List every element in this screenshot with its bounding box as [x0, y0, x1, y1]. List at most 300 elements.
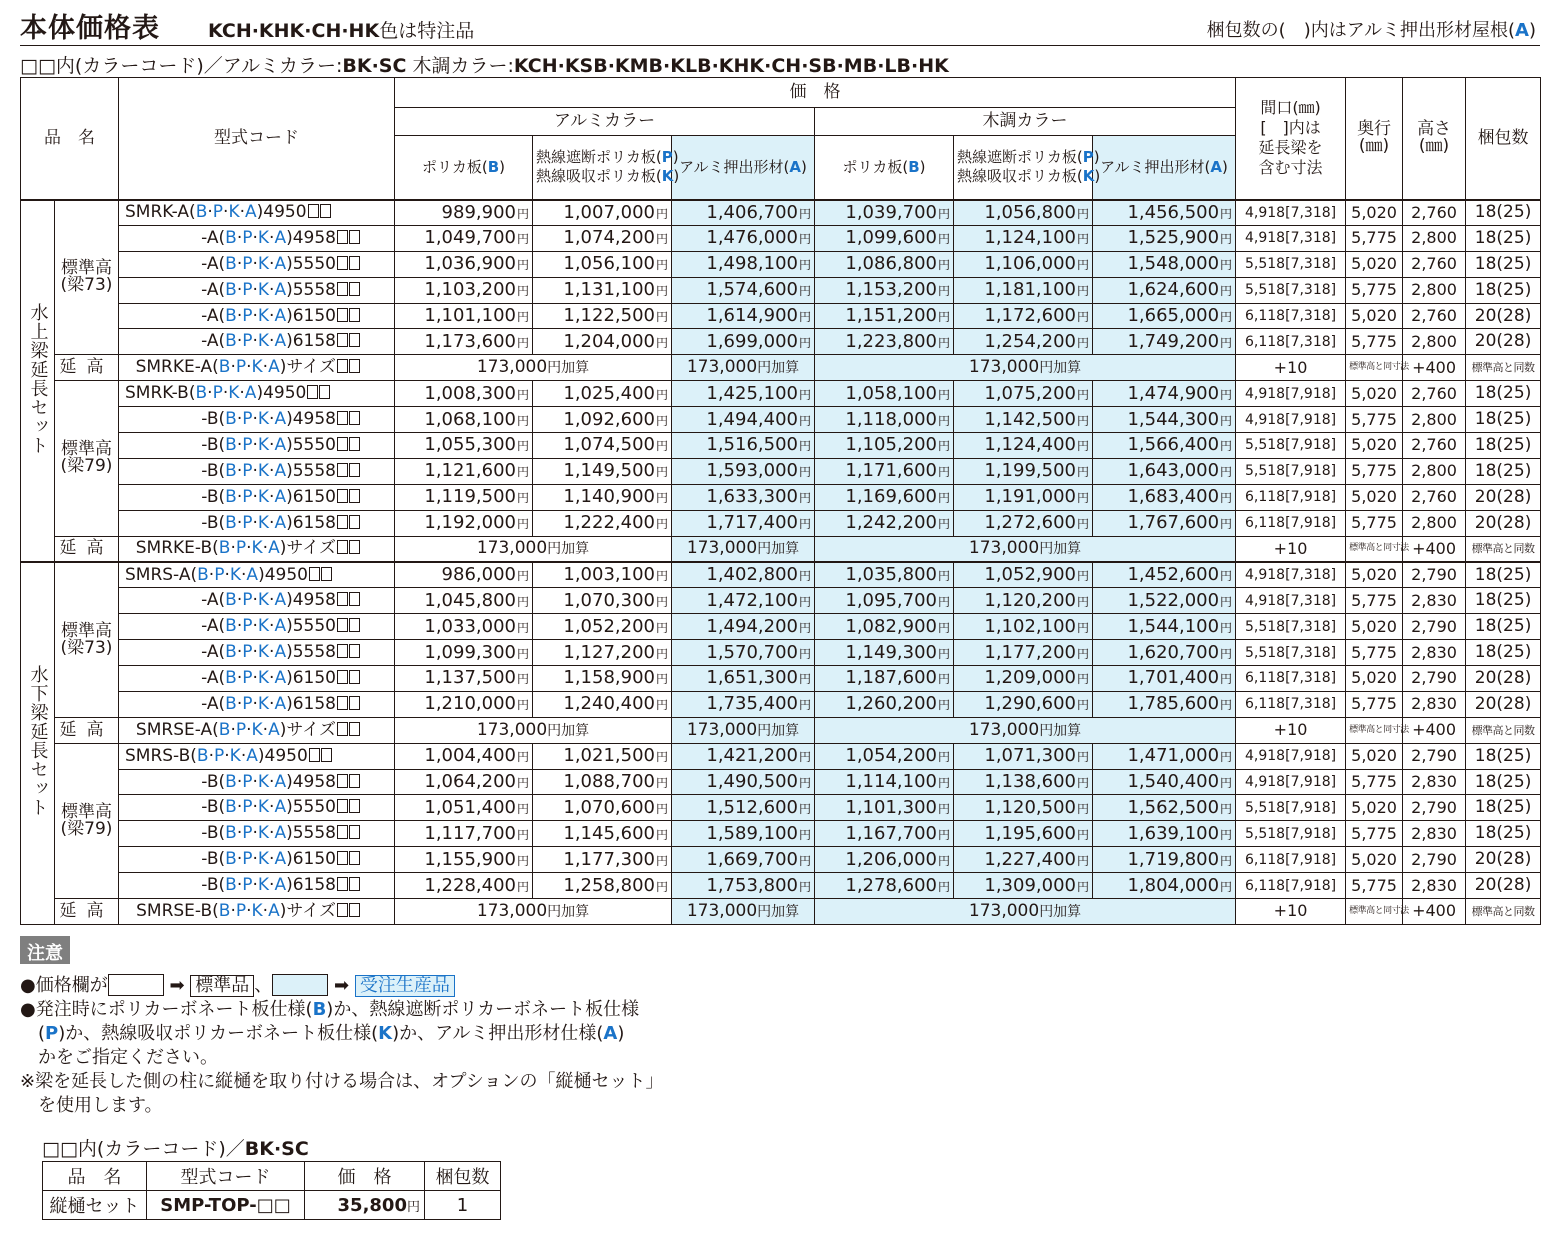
price-cell: 1,456,500円 [1093, 200, 1236, 226]
extension-depth: 標準高と同寸法 [1346, 717, 1403, 743]
price-cell: 1,106,000円 [954, 251, 1093, 277]
price-cell: 1,145,600円 [533, 821, 672, 847]
price-cell: 1,004,400円 [395, 743, 533, 769]
table-row [21, 873, 1541, 899]
price-cell: 1,643,000円 [1093, 458, 1236, 484]
opt-code: SMP-TOP-□□ [147, 1191, 305, 1220]
price-cell: 1,158,900円 [533, 666, 672, 692]
extension-price-alu-ex: 173,000円加算 [672, 355, 815, 381]
width-cell: 6,118[7,918] [1236, 847, 1346, 873]
model-code: -A(B·P·K·A)4958 [119, 588, 395, 614]
depth-cell: 5,020 [1346, 666, 1403, 692]
table-row [21, 769, 1541, 795]
model-code: -B(B·P·K·A)6150 [119, 847, 395, 873]
table-row [21, 821, 1541, 847]
price-cell: 1,021,500円 [533, 743, 672, 769]
price-cell: 1,570,700円 [672, 640, 815, 666]
price-cell: 1,082,900円 [815, 614, 954, 640]
model-code: -A(B·P·K·A)6150 [119, 666, 395, 692]
price-cell: 1,122,500円 [533, 303, 672, 329]
height-cell: 2,800 [1403, 329, 1466, 355]
price-cell: 1,099,300円 [395, 640, 533, 666]
width-cell: 6,118[7,318] [1236, 666, 1346, 692]
price-cell: 1,055,300円 [395, 433, 533, 459]
table-row [21, 251, 1541, 277]
opt-header-code: 型式コード [147, 1162, 305, 1191]
depth-cell: 5,775 [1346, 407, 1403, 433]
width-cell: 4,918[7,918] [1236, 743, 1346, 769]
extension-packing: 標準高と同数 [1466, 355, 1541, 381]
extension-price-alu: 173,000円加算 [395, 717, 672, 743]
price-cell: 1,425,100円 [672, 381, 815, 407]
extension-depth: 標準高と同寸法 [1346, 536, 1403, 562]
price-cell: 1,278,600円 [815, 873, 954, 899]
price-cell: 1,099,600円 [815, 225, 954, 251]
height-cell: 2,830 [1403, 821, 1466, 847]
packing-cell: 18(25) [1466, 769, 1541, 795]
subgroup-label: 標準高 (梁79) [55, 743, 119, 898]
title-note: KCH·KHK·CH·HK色は特注品 [208, 20, 475, 42]
price-cell: 1,421,200円 [672, 743, 815, 769]
height-cell: 2,830 [1403, 769, 1466, 795]
price-cell: 1,258,800円 [533, 873, 672, 899]
price-cell: 1,105,200円 [815, 433, 954, 459]
price-cell: 1,056,800円 [954, 200, 1093, 226]
width-cell: 5,518[7,318] [1236, 277, 1346, 303]
packing-cell: 20(28) [1466, 666, 1541, 692]
price-cell: 1,699,000円 [672, 329, 815, 355]
price-cell: 1,153,200円 [815, 277, 954, 303]
price-cell: 1,490,500円 [672, 769, 815, 795]
height-cell: 2,800 [1403, 407, 1466, 433]
price-cell: 1,025,400円 [533, 381, 672, 407]
price-cell: 1,540,400円 [1093, 769, 1236, 795]
model-code: -B(B·P·K·A)4958 [119, 407, 395, 433]
opt-price: 35,800円 [305, 1191, 425, 1220]
model-code: -B(B·P·K·A)5550 [119, 433, 395, 459]
packing-cell: 18(25) [1466, 407, 1541, 433]
extension-price-alu-ex: 173,000円加算 [672, 536, 815, 562]
price-cell: 1,476,000円 [672, 225, 815, 251]
price-cell: 1,074,200円 [533, 225, 672, 251]
model-code: -B(B·P·K·A)6158 [119, 873, 395, 899]
price-cell: 1,092,600円 [533, 407, 672, 433]
price-cell: 1,124,100円 [954, 225, 1093, 251]
packing-cell: 18(25) [1466, 458, 1541, 484]
price-cell: 1,272,600円 [954, 510, 1093, 536]
table-row [21, 847, 1541, 873]
price-cell: 1,177,300円 [533, 847, 672, 873]
price-cell: 1,562,500円 [1093, 795, 1236, 821]
note-spec: ●発注時にポリカーボネート板仕様(B)か、熱線遮断ポリカーボネート板仕様 (P)か、熱線吸収ポリカーボネート板仕様(K)か、アルミ押出形材仕様(A) かをご指定ください。 [20, 999, 640, 1068]
price-cell: 1,290,600円 [954, 691, 1093, 717]
price-cell: 1,516,500円 [672, 433, 815, 459]
price-cell: 1,120,500円 [954, 795, 1093, 821]
width-cell: 5,518[7,918] [1236, 821, 1346, 847]
page-title: 本体価格表 [20, 13, 160, 44]
price-cell: 1,117,700円 [395, 821, 533, 847]
category-label: 水上梁延長セット [21, 200, 55, 562]
packing-cell: 18(25) [1466, 640, 1541, 666]
note-gutter: ※梁を延長した側の柱に縦樋を取り付ける場合は、オプションの「縦樋セット」 を使用します。 [20, 1071, 664, 1116]
packing-cell: 18(25) [1466, 562, 1541, 588]
extension-label: 延高 [55, 536, 119, 562]
price-cell: 1,309,000円 [954, 873, 1093, 899]
price-cell: 1,474,900円 [1093, 381, 1236, 407]
packing-cell: 18(25) [1466, 277, 1541, 303]
depth-cell: 5,775 [1346, 277, 1403, 303]
model-code: -A(B·P·K·A)5558 [119, 640, 395, 666]
price-cell: 1,701,400円 [1093, 666, 1236, 692]
depth-cell: 5,775 [1346, 873, 1403, 899]
depth-cell: 5,020 [1346, 743, 1403, 769]
price-cell: 1,669,700円 [672, 847, 815, 873]
packing-cell: 20(28) [1466, 691, 1541, 717]
price-cell: 1,140,900円 [533, 484, 672, 510]
legend-order-swatch [272, 974, 328, 996]
price-cell: 1,101,100円 [395, 303, 533, 329]
width-cell: 5,518[7,918] [1236, 433, 1346, 459]
packing-cell: 20(28) [1466, 329, 1541, 355]
price-cell: 1,070,600円 [533, 795, 672, 821]
width-cell: 4,918[7,318] [1236, 225, 1346, 251]
header-takasa: 高さ (㎜) [1403, 78, 1466, 200]
model-code: -A(B·P·K·A)5550 [119, 614, 395, 640]
extension-height: +400 [1403, 899, 1466, 925]
model-code: -B(B·P·K·A)5558 [119, 458, 395, 484]
depth-cell: 5,775 [1346, 510, 1403, 536]
extension-row [21, 899, 1541, 925]
table-row [21, 381, 1541, 407]
height-cell: 2,790 [1403, 795, 1466, 821]
price-cell: 1,131,100円 [533, 277, 672, 303]
header-wood-color: 木調カラー [815, 108, 1236, 136]
price-cell: 1,138,600円 [954, 769, 1093, 795]
price-cell: 1,052,200円 [533, 614, 672, 640]
packing-cell: 18(25) [1466, 743, 1541, 769]
extension-price-alu: 173,000円加算 [395, 536, 672, 562]
depth-cell: 5,775 [1346, 691, 1403, 717]
height-cell: 2,760 [1403, 484, 1466, 510]
model-code: SMRKE-A(B·P·K·A)サイズ [119, 355, 395, 381]
price-cell: 1,209,000円 [954, 666, 1093, 692]
depth-cell: 5,020 [1346, 381, 1403, 407]
table-row [21, 303, 1541, 329]
model-code: SMRS-B(B·P·K·A)4950 [119, 743, 395, 769]
price-cell: 1,471,000円 [1093, 743, 1236, 769]
price-cell: 1,155,900円 [395, 847, 533, 873]
price-cell: 1,167,700円 [815, 821, 954, 847]
price-cell: 1,717,400円 [672, 510, 815, 536]
table-row [21, 640, 1541, 666]
price-table [20, 77, 1541, 925]
table-row [21, 225, 1541, 251]
header-material-0: ポリカ板(B) [395, 136, 533, 200]
price-cell: 1,804,000円 [1093, 873, 1236, 899]
price-cell: 1,068,100円 [395, 407, 533, 433]
price-cell: 989,900円 [395, 200, 533, 226]
model-code: SMRSE-B(B·P·K·A)サイズ [119, 899, 395, 925]
header-material-3: ポリカ板(B) [815, 136, 954, 200]
price-cell: 1,522,000円 [1093, 588, 1236, 614]
price-cell: 1,074,500円 [533, 433, 672, 459]
extension-label: 延高 [55, 899, 119, 925]
model-code: SMRSE-A(B·P·K·A)サイズ [119, 717, 395, 743]
price-cell: 1,204,000円 [533, 329, 672, 355]
height-cell: 2,800 [1403, 510, 1466, 536]
header-material-1: 熱線遮断ポリカ板(P) 熱線吸収ポリカ板(K) [533, 136, 672, 200]
table-row [21, 407, 1541, 433]
packing-cell: 18(25) [1466, 588, 1541, 614]
opt-pk: 1 [425, 1191, 501, 1220]
price-cell: 1,525,900円 [1093, 225, 1236, 251]
model-code: -B(B·P·K·A)6150 [119, 484, 395, 510]
price-cell: 1,260,200円 [815, 691, 954, 717]
price-cell: 1,035,800円 [815, 562, 954, 588]
price-cell: 1,058,100円 [815, 381, 954, 407]
extension-price-wood: 173,000円加算 [815, 899, 1236, 925]
model-code: -A(B·P·K·A)5550 [119, 251, 395, 277]
price-cell: 1,574,600円 [672, 277, 815, 303]
packing-cell: 18(25) [1466, 795, 1541, 821]
header-code: 型式コード [119, 78, 395, 200]
height-cell: 2,790 [1403, 614, 1466, 640]
price-cell: 1,614,900円 [672, 303, 815, 329]
price-cell: 986,000円 [395, 562, 533, 588]
model-code: SMRK-B(B·P·K·A)4950 [119, 381, 395, 407]
extension-row [21, 355, 1541, 381]
table-row [21, 588, 1541, 614]
price-cell: 1,753,800円 [672, 873, 815, 899]
packing-cell: 18(25) [1466, 614, 1541, 640]
price-cell: 1,056,100円 [533, 251, 672, 277]
notes [20, 974, 720, 1118]
price-cell: 1,223,800円 [815, 329, 954, 355]
width-cell: 4,918[7,318] [1236, 588, 1346, 614]
price-cell: 1,119,500円 [395, 484, 533, 510]
price-cell: 1,206,000円 [815, 847, 954, 873]
depth-cell: 5,775 [1346, 769, 1403, 795]
price-cell: 1,254,200円 [954, 329, 1093, 355]
width-cell: 6,118[7,918] [1236, 873, 1346, 899]
price-cell: 1,651,300円 [672, 666, 815, 692]
header-okuyuki: 奥行 (㎜) [1346, 78, 1403, 200]
packing-cell: 18(25) [1466, 821, 1541, 847]
packing-cell: 18(25) [1466, 200, 1541, 226]
price-cell: 1,683,400円 [1093, 484, 1236, 510]
extension-price-wood: 173,000円加算 [815, 536, 1236, 562]
height-cell: 2,830 [1403, 691, 1466, 717]
width-cell: 6,118[7,918] [1236, 510, 1346, 536]
price-cell: 1,406,700円 [672, 200, 815, 226]
price-cell: 1,222,400円 [533, 510, 672, 536]
depth-cell: 5,775 [1346, 821, 1403, 847]
depth-cell: 5,775 [1346, 640, 1403, 666]
title-divider [20, 45, 1540, 46]
packing-cell: 18(25) [1466, 433, 1541, 459]
width-cell: 4,918[7,318] [1236, 562, 1346, 588]
price-cell: 1,472,100円 [672, 588, 815, 614]
depth-cell: 5,020 [1346, 795, 1403, 821]
caution-label: 注意 [20, 936, 70, 964]
price-cell: 1,494,200円 [672, 614, 815, 640]
extension-width: +10 [1236, 717, 1346, 743]
title-row [20, 6, 1540, 46]
header-maguchi: 間口(㎜) [ ]内は 延長梁を 含む寸法 [1236, 78, 1346, 200]
width-cell: 4,918[7,918] [1236, 381, 1346, 407]
price-cell: 1,007,000円 [533, 200, 672, 226]
price-cell: 1,121,600円 [395, 458, 533, 484]
extension-depth: 標準高と同寸法 [1346, 355, 1403, 381]
depth-cell: 5,020 [1346, 614, 1403, 640]
table-row [21, 691, 1541, 717]
price-cell: 1,210,000円 [395, 691, 533, 717]
price-cell: 1,142,500円 [954, 407, 1093, 433]
price-cell: 1,052,900円 [954, 562, 1093, 588]
model-code: SMRK-A(B·P·K·A)4950 [119, 200, 395, 226]
extension-price-wood: 173,000円加算 [815, 717, 1236, 743]
height-cell: 2,830 [1403, 640, 1466, 666]
width-cell: 5,518[7,318] [1236, 614, 1346, 640]
price-cell: 1,169,600円 [815, 484, 954, 510]
extension-width: +10 [1236, 355, 1346, 381]
price-cell: 1,566,400円 [1093, 433, 1236, 459]
header-hinmei: 品 名 [21, 78, 119, 200]
extension-price-alu: 173,000円加算 [395, 899, 672, 925]
price-cell: 1,102,100円 [954, 614, 1093, 640]
model-code: -B(B·P·K·A)4958 [119, 769, 395, 795]
width-cell: 6,118[7,918] [1236, 484, 1346, 510]
height-cell: 2,800 [1403, 458, 1466, 484]
price-cell: 1,240,400円 [533, 691, 672, 717]
price-cell: 1,003,100円 [533, 562, 672, 588]
depth-cell: 5,020 [1346, 484, 1403, 510]
width-cell: 6,118[7,318] [1236, 691, 1346, 717]
model-code: -B(B·P·K·A)6158 [119, 510, 395, 536]
depth-cell: 5,020 [1346, 200, 1403, 226]
model-code: -A(B·P·K·A)6150 [119, 303, 395, 329]
width-cell: 4,918[7,918] [1236, 407, 1346, 433]
table-row [21, 666, 1541, 692]
header-material-2: アルミ押出形材(A) [672, 136, 815, 200]
width-cell: 6,118[7,318] [1236, 303, 1346, 329]
price-cell: 1,227,400円 [954, 847, 1093, 873]
height-cell: 2,760 [1403, 433, 1466, 459]
legend-standard-swatch [108, 974, 164, 996]
model-code: -A(B·P·K·A)4958 [119, 225, 395, 251]
option-table [42, 1161, 501, 1220]
price-cell: 1,114,100円 [815, 769, 954, 795]
height-cell: 2,830 [1403, 588, 1466, 614]
table-row [21, 510, 1541, 536]
price-cell: 1,149,300円 [815, 640, 954, 666]
packing-cell: 20(28) [1466, 873, 1541, 899]
width-cell: 6,118[7,318] [1236, 329, 1346, 355]
header-material-4: 熱線遮断ポリカ板(P) 熱線吸収ポリカ板(K) [954, 136, 1093, 200]
option-title: □□内(カラーコード)／BK·SC [42, 1138, 309, 1160]
price-cell: 1,095,700円 [815, 588, 954, 614]
extension-packing: 標準高と同数 [1466, 899, 1541, 925]
model-code: -B(B·P·K·A)5550 [119, 795, 395, 821]
table-row [21, 562, 1541, 588]
price-cell: 1,593,000円 [672, 458, 815, 484]
extension-height: +400 [1403, 355, 1466, 381]
price-cell: 1,498,100円 [672, 251, 815, 277]
price-cell: 1,402,800円 [672, 562, 815, 588]
extension-depth: 標準高と同寸法 [1346, 899, 1403, 925]
price-cell: 1,051,400円 [395, 795, 533, 821]
subgroup-label: 標準高 (梁73) [55, 562, 119, 717]
price-cell: 1,064,200円 [395, 769, 533, 795]
price-cell: 1,452,600円 [1093, 562, 1236, 588]
price-cell: 1,544,300円 [1093, 407, 1236, 433]
price-cell: 1,199,500円 [954, 458, 1093, 484]
extension-packing: 標準高と同数 [1466, 536, 1541, 562]
model-code: -A(B·P·K·A)6158 [119, 691, 395, 717]
price-cell: 1,071,300円 [954, 743, 1093, 769]
price-cell: 1,548,000円 [1093, 251, 1236, 277]
color-code-line: □□内(カラーコード)／アルミカラー:BK·SC 木調カラー:KCH·KSB·KMB·KLB·KHK·CH·SB·MB·LB·HK [20, 55, 949, 77]
price-cell: 1,036,900円 [395, 251, 533, 277]
price-cell: 1,624,600円 [1093, 277, 1236, 303]
width-cell: 4,918[7,318] [1236, 200, 1346, 226]
depth-cell: 5,775 [1346, 458, 1403, 484]
width-cell: 5,518[7,318] [1236, 251, 1346, 277]
price-cell: 1,633,300円 [672, 484, 815, 510]
width-cell: 5,518[7,918] [1236, 795, 1346, 821]
depth-cell: 5,020 [1346, 433, 1403, 459]
packing-cell: 20(28) [1466, 484, 1541, 510]
price-cell: 1,151,200円 [815, 303, 954, 329]
price-cell: 1,149,500円 [533, 458, 672, 484]
table-row [21, 795, 1541, 821]
depth-cell: 5,775 [1346, 588, 1403, 614]
opt-header-price: 価 格 [305, 1162, 425, 1191]
opt-header-name: 品 名 [43, 1162, 147, 1191]
price-cell: 1,191,000円 [954, 484, 1093, 510]
category-label: 水下梁延長セット [21, 562, 55, 924]
price-cell: 1,118,000円 [815, 407, 954, 433]
header-price: 価 格 [395, 78, 1236, 108]
price-cell: 1,181,100円 [954, 277, 1093, 303]
height-cell: 2,760 [1403, 251, 1466, 277]
opt-name: 縦樋セット [43, 1191, 147, 1220]
price-cell: 1,665,000円 [1093, 303, 1236, 329]
price-cell: 1,749,200円 [1093, 329, 1236, 355]
table-row [21, 614, 1541, 640]
table-row [21, 329, 1541, 355]
table-row [21, 433, 1541, 459]
price-cell: 1,242,200円 [815, 510, 954, 536]
depth-cell: 5,775 [1346, 329, 1403, 355]
height-cell: 2,790 [1403, 562, 1466, 588]
price-cell: 1,171,600円 [815, 458, 954, 484]
price-cell: 1,054,200円 [815, 743, 954, 769]
price-cell: 1,049,700円 [395, 225, 533, 251]
depth-cell: 5,020 [1346, 847, 1403, 873]
depth-cell: 5,020 [1346, 251, 1403, 277]
depth-cell: 5,020 [1346, 562, 1403, 588]
height-cell: 2,790 [1403, 847, 1466, 873]
packing-note: 梱包数の( )内はアルミ押出形材屋根(A) [1206, 20, 1536, 41]
table-row [21, 458, 1541, 484]
height-cell: 2,760 [1403, 381, 1466, 407]
height-cell: 2,790 [1403, 666, 1466, 692]
price-cell: 1,033,000円 [395, 614, 533, 640]
extension-height: +400 [1403, 536, 1466, 562]
table-row [21, 277, 1541, 303]
price-cell: 1,639,100円 [1093, 821, 1236, 847]
